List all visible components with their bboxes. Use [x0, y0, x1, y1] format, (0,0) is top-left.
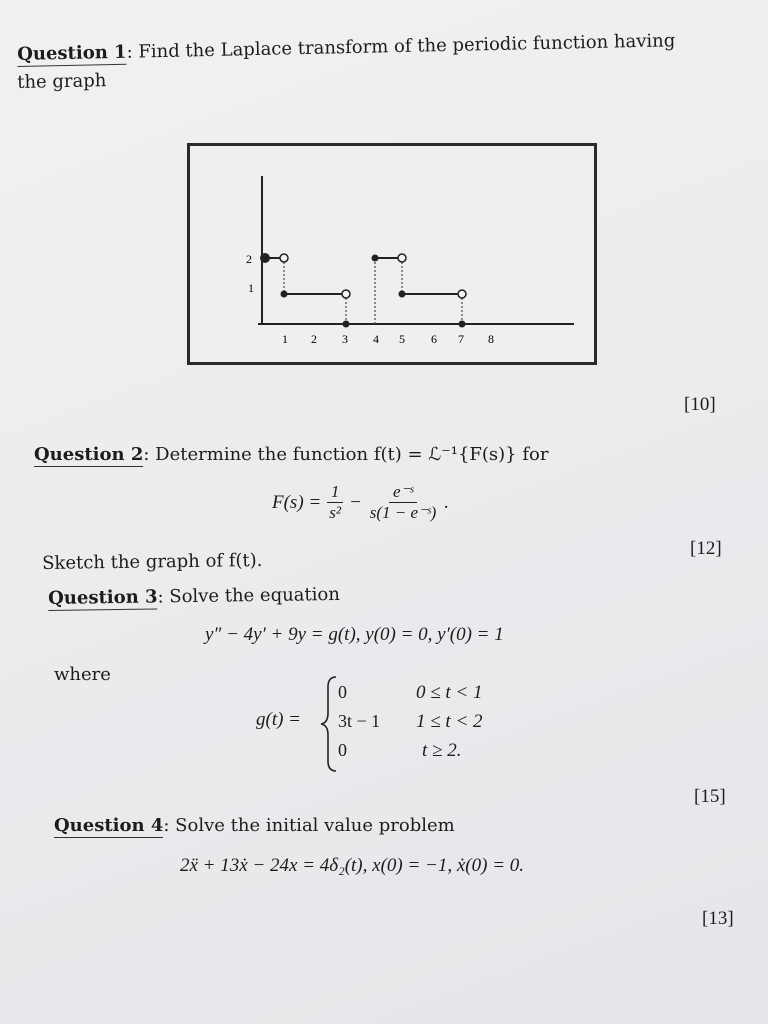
q3-case-value: 0: [338, 740, 347, 760]
x-tick-4: 4: [373, 332, 379, 346]
filled-point-1-1: [281, 291, 288, 298]
q2-eq-lhs: F(s) =: [272, 491, 322, 513]
q4-heading: [54, 815, 455, 836]
q1-marks: [10]: [684, 394, 716, 415]
q3-equation: y″ − 4y′ + 9y = g(t), y(0) = 0, y′(0) = 1: [205, 624, 504, 645]
open-point-3-1: [342, 290, 350, 298]
filled-point-5-1: [399, 291, 406, 298]
x-tick-2: 2: [311, 332, 317, 346]
q1-heading: [17, 30, 676, 65]
q2-frac2-den: s(1 − e⁻ˢ): [369, 503, 437, 522]
filled-point-3-0: [343, 321, 350, 328]
q2-heading: [34, 444, 548, 465]
q4-text: : Solve the initial value problem: [163, 815, 455, 836]
q3-case-value: 3t − 1: [338, 711, 381, 731]
q3-case-row: [338, 711, 538, 740]
x-tick-6: 6: [431, 332, 437, 346]
q3-case-row: [338, 682, 538, 711]
q3-g-lhs: g(t) =: [256, 709, 302, 730]
q1-text-line2: the graph: [17, 70, 107, 93]
q3-case-value: 0: [338, 682, 347, 702]
q3-label: Question 3: [48, 586, 158, 609]
q1-label: Question 1: [17, 41, 127, 65]
q3-heading: [48, 584, 340, 609]
q2-frac2: [366, 482, 441, 523]
x-tick-8: 8: [488, 332, 494, 346]
q2-minus: −: [348, 491, 362, 513]
q1-graph-box: [187, 143, 597, 365]
q2-frac2-num: e⁻ˢ: [389, 482, 417, 503]
q4-marks: [13]: [702, 908, 734, 929]
q3-text: : Solve the equation: [157, 583, 341, 608]
filled-point-7-0: [459, 321, 466, 328]
q2-frac1: [325, 482, 345, 523]
y-tick-1: 1: [248, 281, 254, 295]
q2-text: : Determine the function f(t) = ℒ⁻¹{F(s)} for: [143, 444, 549, 465]
q2-eq-end: .: [444, 491, 450, 513]
q2-frac1-den: s²: [329, 503, 341, 522]
q3-case-condition: t ≥ 2.: [422, 740, 462, 761]
q3-case-condition: 1 ≤ t < 2: [416, 711, 483, 732]
q3-marks: [15]: [694, 786, 726, 807]
open-point-1-2: [280, 254, 288, 262]
open-point-5-2: [398, 254, 406, 262]
y-tick-2: 2: [246, 252, 252, 266]
q3-where: where: [54, 664, 111, 685]
q2-label: Question 2: [34, 444, 144, 465]
q3-cases: [338, 682, 538, 769]
x-tick-3: 3: [342, 332, 348, 346]
filled-point-4-2: [372, 255, 379, 262]
q2-equation: [272, 482, 449, 523]
q4-equation: 2ẍ + 13ẋ − 24x = 4δ₂(t), x(0) = −1, ẋ(0) = 0.: [180, 855, 525, 876]
q2-sketch: Sketch the graph of f(t).: [42, 549, 263, 574]
q2-frac1-num: 1: [327, 482, 344, 503]
x-tick-7: 7: [458, 332, 464, 346]
q1-text-line1: : Find the Laplace transform of the periodic function having: [126, 30, 676, 63]
open-point-7-1: [458, 290, 466, 298]
x-tick-1: 1: [282, 332, 288, 346]
filled-point-0-2: [260, 253, 270, 263]
q3-case-condition: 0 ≤ t < 1: [416, 682, 483, 703]
q3-case-row: [338, 740, 538, 769]
q1-graph: [190, 146, 594, 362]
x-tick-5: 5: [399, 332, 405, 346]
q4-label: Question 4: [54, 815, 164, 836]
q2-marks: [12]: [690, 538, 722, 559]
